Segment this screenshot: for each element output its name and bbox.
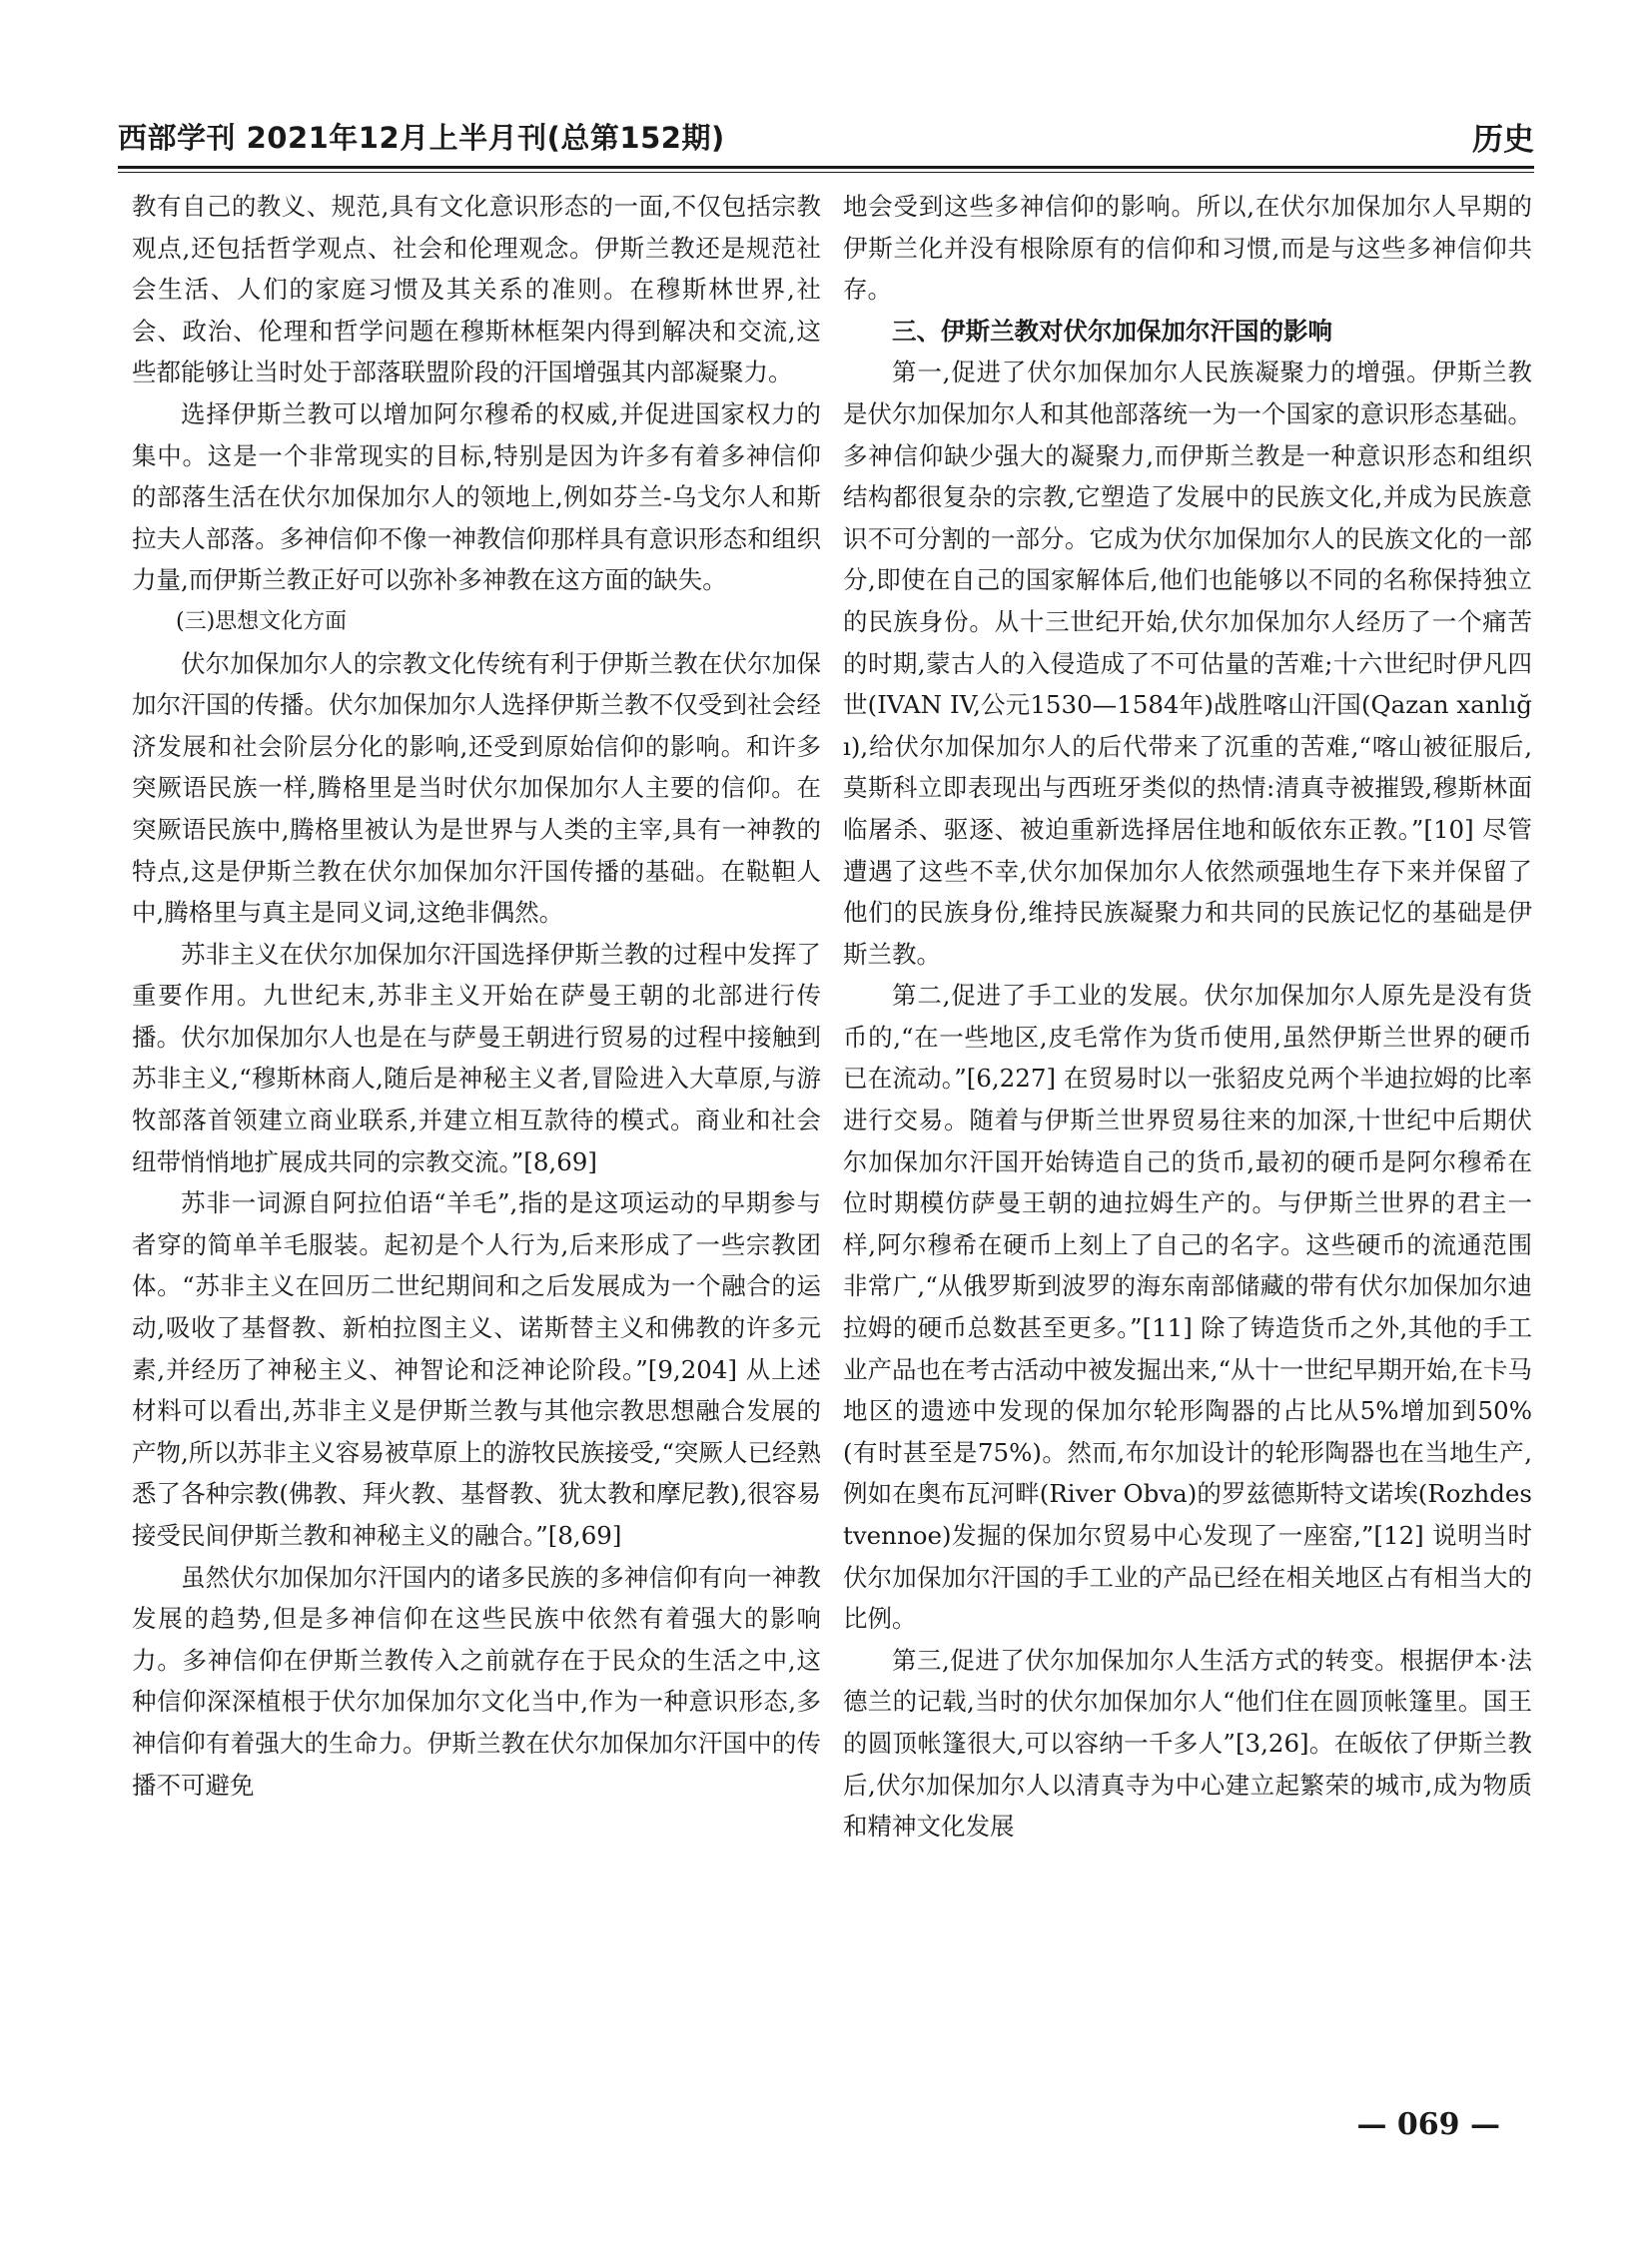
page-number: — 069 —	[1356, 2107, 1500, 2142]
paragraph: 苏非一词源自阿拉伯语“羊毛”,指的是这项运动的早期参与者穿的简单羊毛服装。起初是个人行为,后来形成了一些宗教团体。“苏非主义在回历二世纪期间和之后发展成为一个融合的运动,吸收了基督教、新柏拉图主义、诺斯替主义和佛教的许多元素,并经历了神秘主义、神智论和泛神论阶段。”[9,204] 从上述材料可以看出,苏非主义是伊斯兰教与其他宗教思想融合发展的产物,所以苏非主义容易被草原上的游牧民族接受,“突厥人已经熟悉了各种宗教(佛教、拜火教、基督教、犹太教和摩尼教),很容易接受民间伊斯兰教和神秘主义的融合。”[8,69]	[132, 1188, 821, 1550]
paragraph: 地会受到这些多神信仰的影响。所以,在伏尔加保加尔人早期的伊斯兰化并没有根除原有的信仰和习惯,而是与这些多神信仰共存。	[843, 192, 1532, 305]
paragraph: 第三,促进了伏尔加保加尔人生活方式的转变。根据伊本·法德兰的记载,当时的伏尔加保加尔人“他们住在圆顶帐篷里。国王的圆顶帐篷很大,可以容纳一千多人”[3,26]。在皈依了伊斯兰教后,伏尔加保加尔人以清真寺为中心建立起繁荣的城市,成为物质和精神文化发展	[843, 1645, 1532, 1842]
header-rule-thin	[118, 172, 1534, 173]
paragraph: 苏非主义在伏尔加保加尔汗国选择伊斯兰教的过程中发挥了重要作用。九世纪末,苏非主义开始在萨曼王朝的北部进行传播。伏尔加保加尔人也是在与萨曼王朝进行贸易的过程中接触到苏非主义,“穆斯林商人,随后是神秘主义者,冒险进入大草原,与游牧部落首领建立商业联系,并建立相互款待的模式。商业和社会纽带悄悄地扩展成共同的宗教交流。”[8,69]	[132, 939, 821, 1176]
paragraph: 虽然伏尔加保加尔汗国内的诸多民族的多神信仰有向一神教发展的趋势,但是多神信仰在这些民族中依然有着强大的影响力。多神信仰在伊斯兰教传入之前就存在于民众的生活之中,这种信仰深深植根于伏尔加保加尔文化当中,作为一种意识形态,多神信仰有着强大的生命力。伊斯兰教在伏尔加保加尔汗国中的传播不可避免	[132, 1562, 821, 1800]
paragraph: 教有自己的教义、规范,具有文化意识形态的一面,不仅包括宗教观点,还包括哲学观点、社会和伦理观念。伊斯兰教还是规范社会生活、人们的家庭习惯及其关系的准则。在穆斯林世界,社会、政治、伦理和哲学问题在穆斯林框架内得到解决和交流,这些都能够让当时处于部落联盟阶段的汗国增强其内部凝聚力。	[132, 192, 821, 387]
right-column	[843, 186, 1532, 1848]
left-column	[132, 186, 821, 1806]
paragraph: 伏尔加保加尔人的宗教文化传统有利于伊斯兰教在伏尔加保加尔汗国的传播。伏尔加保加尔人选择伊斯兰教不仅受到社会经济发展和社会阶层分化的影响,还受到原始信仰的影响。和许多突厥语民族一样,腾格里是当时伏尔加保加尔人主要的信仰。在突厥语民族中,腾格里被认为是世界与人类的主宰,具有一神教的特点,这是伊斯兰教在伏尔加保加尔汗国传播的基础。在鞑靼人中,腾格里与真主是同义词,这绝非偶然。	[132, 648, 821, 928]
journal-title: 西部学刊 2021年12月上半月刊(总第152期)	[118, 121, 725, 155]
paragraph: 第二,促进了手工业的发展。伏尔加保加尔人原先是没有货币的,“在一些地区,皮毛常作为货币使用,虽然伊斯兰世界的硬币已在流动。”[6,227] 在贸易时以一张貂皮兑两个半迪拉姆的比率进行交易。随着与伊斯兰世界贸易往来的加深,十世纪中后期伏尔加保加尔汗国开始铸造自己的货币,最初的硬币是阿尔穆希在位时期模仿萨曼王朝的迪拉姆生产的。与伊斯兰世界的君主一样,阿尔穆希在硬币上刻上了自己的名字。这些硬币的流通范围非常广,“从俄罗斯到波罗的海东南部储藏的带有伏尔加保加尔迪拉姆的硬币总数甚至更多。”[11] 除了铸造货币之外,其他的手工业产品也在考古活动中被发掘出来,“从十一世纪早期开始,在卡马地区的遗迹中发现的保加尔轮形陶器的占比从5%增加到50%(有时甚至是75%)。然而,布尔加设计的轮形陶器也在当地生产,例如在奥布瓦河畔(River Obva)的罗兹德斯特文诺埃(Rozhdestvennoe)发掘的保加尔贸易中心发现了一座窑,”[12] 说明当时伏尔加保加尔汗国的手工业的产品已经在相关地区占有相当大的比例。	[843, 981, 1532, 1634]
paragraph: 选择伊斯兰教可以增加阿尔穆希的权威,并促进国家权力的集中。这是一个非常现实的目标,特别是因为许多有着多神信仰的部落生活在伏尔加保加尔人的领地上,例如芬兰-乌戈尔人和斯拉夫人部落。多神信仰不像一神教信仰那样具有意识形态和组织力量,而伊斯兰教正好可以弥补多神教在这方面的缺失。	[132, 398, 821, 595]
header-rule	[118, 166, 1534, 169]
subsection-heading: (三)思想文化方面	[176, 608, 348, 634]
section-label: 历史	[1472, 122, 1534, 158]
paragraph: 第一,促进了伏尔加保加尔人民族凝聚力的增强。伊斯兰教是伏尔加保加尔人和其他部落统一为一个国家的意识形态基础。多神信仰缺少强大的凝聚力,而伊斯兰教是一种意识形态和组织结构都很复杂的宗教,它塑造了发展中的民族文化,并成为民族意识不可分割的一部分。它成为伏尔加保加尔人的民族文化的一部分,即使在自己的国家解体后,他们也能够以不同的名称保持独立的民族身份。从十三世纪开始,伏尔加保加尔人经历了一个痛苦的时期,蒙古人的入侵造成了不可估量的苦难;十六世纪时伊凡四世(IVAN IV,公元1530—1584年)战胜喀山汗国(Qazan xanlığı),给伏尔加保加尔人的后代带来了沉重的苦难,“喀山被征服后,莫斯科立即表现出与西班牙类似的热情:清真寺被摧毁,穆斯林面临屠杀、驱逐、被迫重新选择居住地和皈依东正教。”[10] 尽管遭遇了这些不幸,伏尔加保加尔人依然顽强地生存下来并保留了他们的民族身份,维持民族凝聚力和共同的民族记忆的基础是伊斯兰教。	[843, 358, 1532, 969]
section-heading: 三、伊斯兰教对伏尔加保加尔汗国的影响	[892, 316, 1332, 346]
page-header	[118, 108, 1534, 162]
